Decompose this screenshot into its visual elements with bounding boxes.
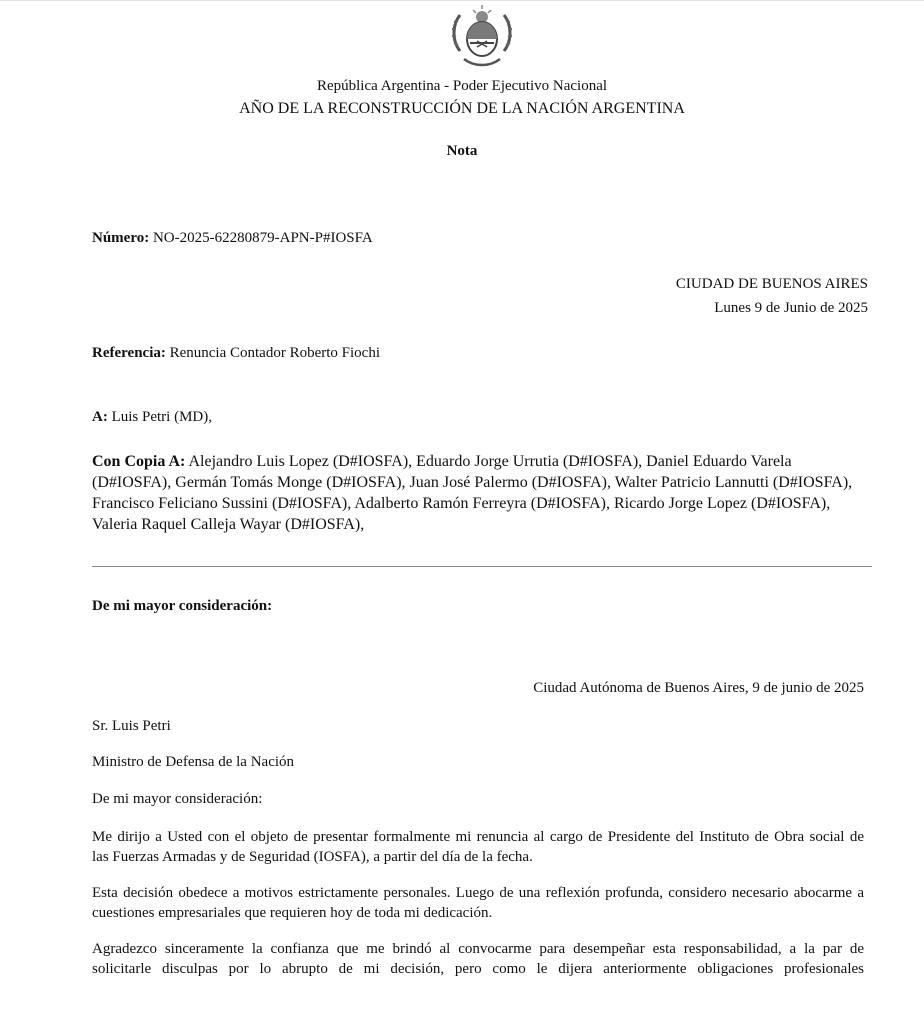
letter-addressee: Sr. Luis Petri bbox=[92, 718, 171, 734]
salutation-heading: De mi mayor consideración: bbox=[92, 598, 273, 614]
con-copia-label: Con Copia A: bbox=[92, 453, 186, 470]
referencia-value: Renuncia Contador Roberto Fiochi bbox=[169, 345, 380, 361]
letter-addressee-title: Ministro de Defensa de la Nación bbox=[92, 754, 295, 770]
numero-line bbox=[92, 230, 373, 247]
header-line-2: AÑO DE LA RECONSTRUCCIÓN DE LA NACIÓN ARGENTINA bbox=[239, 100, 685, 117]
con-copia-block bbox=[92, 451, 868, 535]
letter-paragraph-3-line-2: solicitarle disculpas por lo abrupto de mi decisión, pero como le dijera anteriormente obligaciones profesionales bbox=[92, 961, 864, 977]
document-type-title: Nota bbox=[446, 143, 478, 159]
section-divider bbox=[92, 566, 872, 567]
letter-paragraph-2-line-1: Esta decisión obedece a motivos estrictamente personales. Luego de una reflexión profunda, considero necesario abocarme a bbox=[92, 885, 864, 901]
letter-paragraph-1-line-2: las Fuerzas Armadas y de Seguridad (IOSFA), a partir del día de la fecha. bbox=[92, 849, 533, 865]
destinatario-value: Luis Petri (MD), bbox=[111, 409, 212, 425]
issue-date: Lunes 9 de Junio de 2025 bbox=[714, 300, 868, 316]
referencia-label: Referencia: bbox=[92, 345, 166, 361]
letter-salutation: De mi mayor consideración: bbox=[92, 791, 263, 807]
letter-paragraph-2-line-2: cuestiones empresariales que requieren hoy de toda mi dedicación. bbox=[92, 905, 493, 921]
numero-label: Número: bbox=[92, 230, 150, 246]
numero-value: NO-2025-62280879-APN-P#IOSFA bbox=[152, 230, 373, 246]
letter-paragraph-3-line-1: Agradezco sinceramente la confianza que me brindó al convocarme para desempeñar esta responsabilidad, a la par de bbox=[92, 941, 864, 957]
con-copia-value: Alejandro Luis Lopez (D#IOSFA), Eduardo Jorge Urrutia (D#IOSFA), Daniel Eduardo Varela (D#IOSFA), Germán Tomás Monge (D#IOSFA), Juan José Palermo (D#IOSFA), Walter Patricio Lannutti (D#IOSFA), Francisco Feliciano Sussini (D#IOSFA), Adalberto Ramón Ferreyra (D#IOSFA), Ricardo Jorge Lopez (D#IOSFA), Valeria Raquel Calleja Wayar (D#IOSFA), bbox=[92, 453, 853, 533]
letter-paragraph-1-line-1: Me dirijo a Usted con el objeto de presentar formalmente mi renuncia al cargo de Presidente del Instituto de Obra social de bbox=[92, 829, 864, 845]
issue-city: CIUDAD DE BUENOS AIRES bbox=[675, 276, 868, 292]
national-coat-of-arms-icon bbox=[450, 3, 514, 73]
letter-place-date: Ciudad Autónoma de Buenos Aires, 9 de junio de 2025 bbox=[533, 680, 864, 696]
referencia-line bbox=[92, 345, 380, 362]
destinatario-label: A: bbox=[92, 409, 108, 425]
header-line-1: República Argentina - Poder Ejecutivo Nacional bbox=[316, 78, 608, 94]
destinatario-line bbox=[92, 409, 212, 426]
